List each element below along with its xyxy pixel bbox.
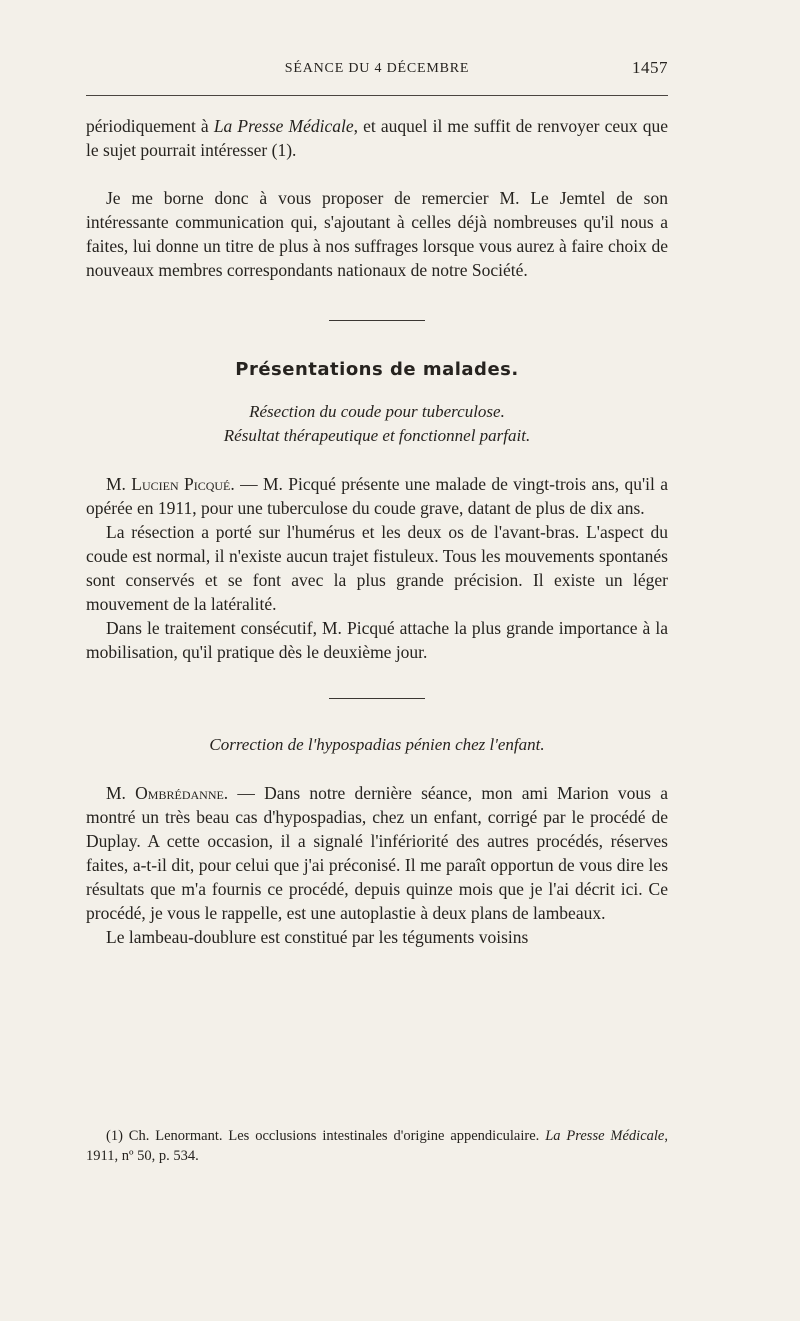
case1-paragraph-2: La résection a porté sur l'humérus et les deux os de l'avant-bras. L'aspect du coude est normal, il n'existe aucun trajet fistuleux. Tous les mouvements spontanés sont conservés et se font avec la plus grande précision. Il existe un léger mouvement de la latéralité.: [86, 522, 668, 614]
conclusion-paragraph: Je me borne donc à vous proposer de remercier M. Le Jemtel de son intéressante communication qui, s'ajoutant à celles déjà nombreuses qu'il nous a faites, lui donne un titre de plus à nos suffrages lorsque vous aurez à faire choix de nouveaux membres correspondants nationaux de notre Société.: [86, 188, 668, 280]
case2-title: [86, 733, 668, 757]
running-head: SÉANCE DU 4 DÉCEMBRE: [284, 61, 470, 76]
section-title: Présentations de malades.: [235, 359, 519, 380]
case1-para1-text: — M. Picqué présente une malade de vingt-trois ans, qu'il a opérée en 1911, pour une tuberculose du coude grave, datant de plus de dix ans.: [86, 474, 668, 518]
body-text: [86, 114, 668, 949]
case2-title-mid: hypospadias pénien chez: [316, 735, 490, 754]
page-header: [86, 58, 668, 90]
footnote-1: [86, 1126, 668, 1166]
case1-subtitle-line2: Résultat thérapeutique et fonctionnel parfait.: [223, 426, 531, 445]
journal-title: La Presse Médicale: [213, 116, 354, 136]
case1-paragraph-3: Dans le traitement consécutif, M. Picqué attache la plus grande importance à la mobilisation, qu'il pratique dès le deuxième jour.: [86, 618, 668, 662]
case2-author: M. Ombrédanne.: [106, 783, 229, 803]
case2-title-before: Correction de: [209, 735, 308, 754]
case2-title-end: l'enfant.: [489, 735, 545, 754]
footnote-text-after: , 1911, nº 50, p. 534.: [86, 1128, 668, 1164]
continuation-text-before: périodiquement à: [86, 116, 214, 136]
footnotes: [86, 1126, 668, 1166]
continuation-paragraph: [86, 114, 668, 162]
footnote-text-before: (1) Ch. Lenormant. Les occlusions intestinales d'origine appendiculaire.: [106, 1128, 546, 1144]
case2-para1-text: — Dans notre dernière séance, mon ami Marion vous a montré un très beau cas d'hypospadias, chez un enfant, corrigé par le procédé de Duplay. A cette occasion, il a signalé l'infériorité des autres procédés, réserves faites, a-t-il dit, pour celui que j'ai préconisé. Il me paraît opportun de vous dire les résultats que m'a fournis ce procédé, depuis quinze mois que je l'ai décrit ici. Ce procédé, je vous le rappelle, est une autoplastie à deux plans de lambeaux.: [86, 783, 668, 923]
page-number: 1457: [632, 58, 668, 77]
case1-author: M. Lucien Picqué.: [106, 474, 235, 494]
continuation-text-after: , et auquel il me suffit de renvoyer ceux que le sujet pourrait intéresser (1).: [86, 116, 668, 160]
page: [86, 58, 668, 1164]
case1-subtitle-line1: Résection du coude pour tuberculose.: [249, 402, 505, 421]
case2-title-l: l': [307, 735, 317, 754]
case2-paragraph-2: Le lambeau-doublure est constitué par les téguments voisins: [106, 927, 529, 947]
header-rule: [86, 95, 668, 96]
case2-paragraph-1: [86, 781, 668, 925]
case1-paragraph-1: [86, 472, 668, 520]
footnote-journal: La Presse Médicale: [545, 1128, 665, 1144]
